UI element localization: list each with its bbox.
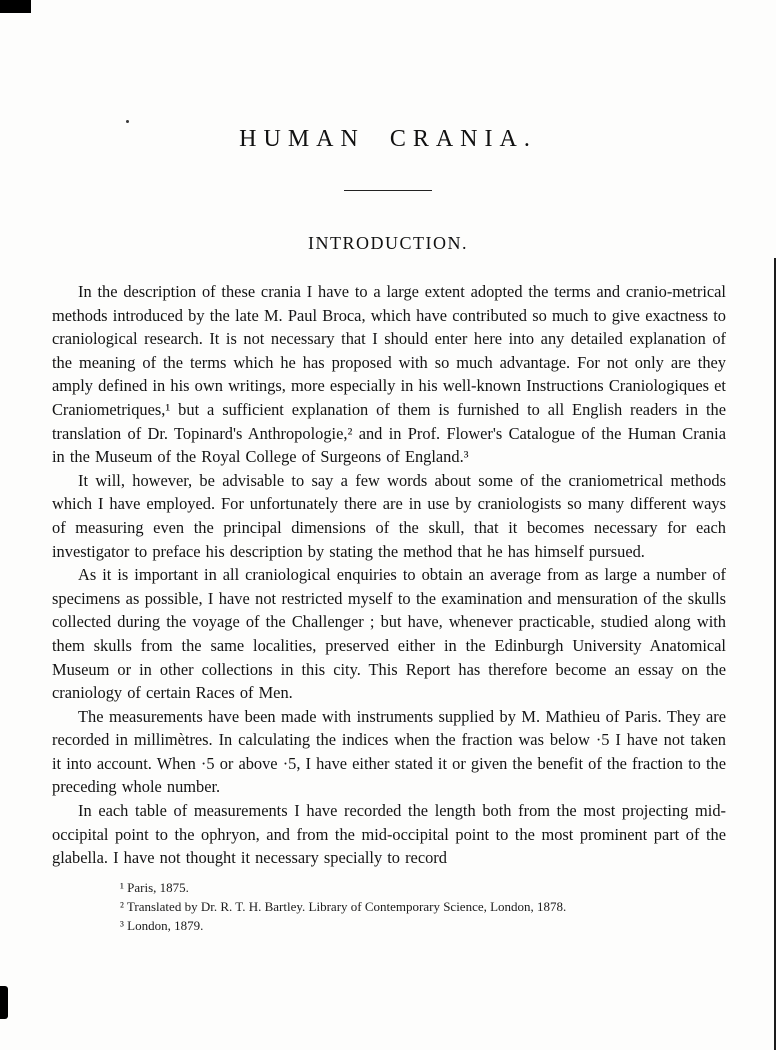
paragraph-4: The measurements have been made with instruments supplied by M. Mathieu of Paris. They are recorded in millimètres. In calculating the indices when the fraction was below ·5 I have not taken it into account. When ·5 or above ·5, I have either stated it or given the benefit of the fraction to the preceding whole number. [52,706,726,797]
footnote-1: ¹ Paris, 1875. [120,879,189,895]
footnote-2: ² Translated by Dr. R. T. H. Bartley. Library of Contemporary Science, London, 1878. [120,898,567,914]
paragraph-5: In each table of measurements I have recorded the length both from the most projecting mid-occipital point to the ophryon, and from the mid-occipital point to the most prominent part of the glabella. I have not thought it necessary specially to record [52,801,726,868]
page-title: HUMAN CRANIA. [239,126,537,152]
paragraph-3: As it is important in all craniological enquiries to obtain an average from as large a number of specimens as possible, I have not restricted myself to the examination and mensuration of the skulls collected during the voyage of the Challenger ; but have, whenever practicable, studied along with them skulls from the same localities, preserved either in the Edinburgh University Anatomical Museum or in other collections in this city. This Report has therefore become an essay on the craniology of certain Races of Men. [52,565,726,703]
scan-artifact-left-bottom [0,986,8,1019]
scan-speck [126,120,129,123]
paragraph-2: It will, however, be advisable to say a few words about some of the craniometrical methods which I have employed. For unfortunately there are in use by craniologists so many different ways of measuring even the principal dimensions of the skull, that it becomes necessary for each investigator to preface his description by stating the method that he has himself pursued. [52,470,726,561]
footnotes [120,878,716,935]
paragraph-1: In the description of these crania I have to a large extent adopted the terms and cranio-metrical methods introduced by the late M. Paul Broca, which have contributed so much to give exactness to craniological research. It is not necessary that I should enter here into any detailed explanation of the meaning of the terms which he has proposed with so much advantage. For not only are they amply defined in his own writings, more especially in his well-known Instructions Craniologiques et Craniometriques,¹ but a sufficient explanation of them is furnished to all English readers in the translation of Dr. Topinard's Anthropologie,² and in Prof. Flower's Catalogue of the Human Crania in the Museum of the Royal College of Surgeons of England.³ [52,282,726,467]
title-divider [344,190,432,191]
body-text [52,280,726,870]
footnote-3: ³ London, 1879. [120,917,204,933]
section-heading: INTRODUCTION. [308,233,468,253]
scan-artifact-top-left [0,0,31,13]
